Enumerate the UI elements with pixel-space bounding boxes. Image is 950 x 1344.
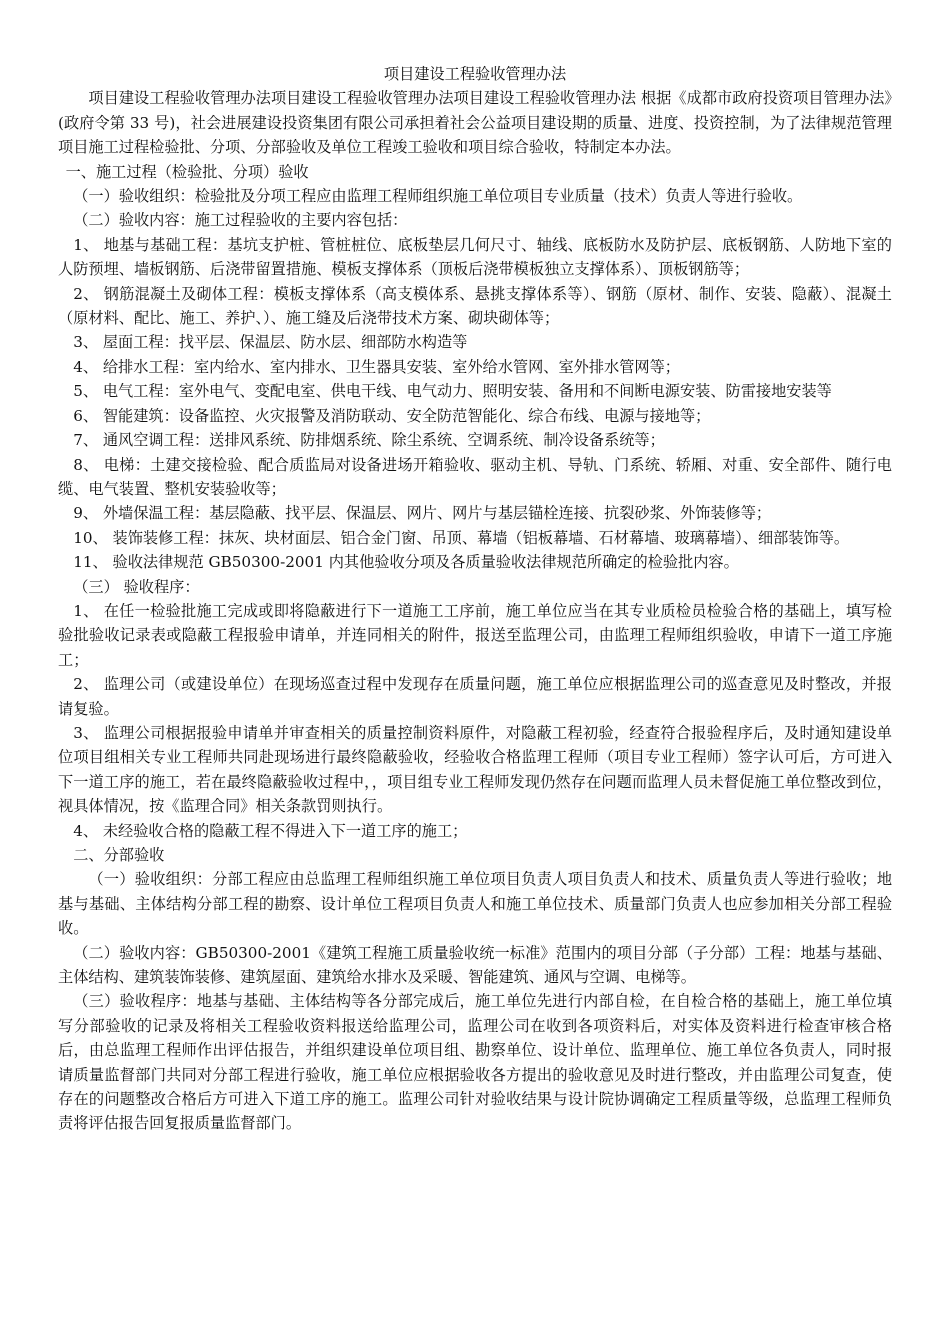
paragraph: （一）验收组织：检验批及分项工程应由监理工程师组织施工单位项目专业质量（技术）负责人等进行验收。 (73, 187, 803, 206)
list-item: 1、 地基与基础工程：基坑支护桩、管桩桩位、底板垫层几何尺寸、轴线、底板防水及防护层、底板钢筋、人防地下室的人防预埋、墙板钢筋、后浇带留置措施、模板支撑体系（顶板后浇带模板独立支撑体系）、顶板钢筋等； (58, 235, 892, 279)
list-item: 4、 未经验收合格的隐蔽工程不得进入下一道工序的施工； (73, 821, 468, 840)
paragraph: （二）验收内容：施工过程验收的主要内容包括： (73, 211, 408, 230)
list-item: 2、 监理公司（或建设单位）在现场巡查过程中发现存在质量问题，施工单位应根据监理公司的巡查意见及时整改，并报请复验。 (58, 675, 892, 718)
list-item: 7、 通风空调工程：送排风系统、防排烟系统、除尘系统、空调系统、制冷设备系统等； (73, 431, 665, 450)
section-heading: 二、分部验收 (73, 846, 165, 864)
list-item: 5、 电气工程：室外电气、变配电室、供电干线、电气动力、照明安装、备用和不间断电源安装、防雷接地安装等 (73, 382, 832, 401)
list-item: 8、 电梯：土建交接检验、配合质监局对设备进场开箱验收、驱动主机、导轨、门系统、轿厢、对重、安全部件、随行电缆、电气装置、整机安装验收等； (58, 455, 892, 498)
list-item: 2、 钢筋混凝土及砌体工程：模板支撑体系（高支模体系、悬挑支撑体系等）、钢筋（原材、制作、安装、隐蔽）、混凝土（原材料、配比、施工、养护、）、施工缝及后浇带技术方案、砌块砌体等； (58, 284, 892, 328)
section-heading: 一、施工过程（检验批、分项）验收 (65, 162, 309, 181)
intro-paragraph: 项目建设工程验收管理办法项目建设工程验收管理办法项目建设工程验收管理办法 根据《成都市政府投资项目管理办法》(政府令第 33 号)，社会进展建设投资集团有限公司承担着社会公益项目建设期的质量、进度、投资控制，为了法律规范管理项目施工过程检验批、分项、分部验收及单位工程竣工验收和项目综合验收，特制定本办法。 (58, 89, 892, 157)
paragraph: （二）验收内容：GB50300-2001《建筑工程施工质量验收统一标准》范围内的项目分部（子分部）工程：地基与基础、主体结构、建筑装饰装修、建筑屋面、建筑给水排水及采暖、智能建筑、通风与空调、电梯等。 (58, 943, 892, 987)
list-item: 10、 装饰装修工程：抹灰、块材面层、铝合金门窗、吊顶、幕墙（铝板幕墙、石材幕墙、玻璃幕墙）、细部装饰等。 (73, 528, 850, 547)
paragraph: （三）验收程序：地基与基础、主体结构等各分部完成后，施工单位先进行内部自检，在自检合格的基础上，施工单位填写分部验收的记录及将相关工程验收资料报送给监理公司，监理公司在收到各项资料后，对实体及资料进行检查审核合格后，由总监理工程师作出评估报告，并组织建设单位项目组、勘察单位、设计单位、监理单位、施工单位各负责人，同时报请质量监督部门共同对分部工程进行验收，施工单位应根据验收各方提出的验收意见及时进行整改，并由监理公司复查，使存在的问题整改合格后方可进入下道工序的施工。监理公司针对验收结果与设计院协调确定工程质量等级，总监理工程师负责将评估报告回复报质量监督部门。 (58, 992, 892, 1133)
list-item: 11、 验收法律规范 GB50300-2001 内其他验收分项及各质量验收法律规范所确定的检验批内容。 (73, 553, 739, 572)
paragraph: （一）验收组织：分部工程应由总监理工程师组织施工单位项目负责人项目负责人和技术、质量负责人等进行验收；地基与基础、主体结构分部工程的勘察、设计单位工程项目负责人和施工单位技术、质量部门负责人也应参加相关分部工程验收。 (58, 870, 892, 938)
paragraph: （三） 验收程序： (73, 577, 200, 596)
list-item: 4、 给排水工程：室内给水、室内排水、卫生器具安装、室外给水管网、室外排水管网等； (73, 357, 680, 376)
list-item: 6、 智能建筑：设备监控、火灾报警及消防联动、安全防范智能化、综合布线、电源与接地等； (73, 406, 711, 425)
list-item: 3、 监理公司根据报验申请单并审查相关的质量控制资料原件，对隐蔽工程初验，经查符合报验程序后，及时通知建设单位项目组相关专业工程师共同赴现场进行最终隐蔽验收，经验收合格监理工程师（项目专业工程师）签字认可后，方可进入下一道工序的施工，若在最终隐蔽验收过程中，，项目组专业工程师发现仍然存在问题而监理人员未督促施工单位整改到位，视具体情况，按《监理合同》相关条款罚则执行。 (58, 723, 892, 816)
list-item: 9、 外墙保温工程：基层隐蔽、找平层、保温层、网片、网片与基层锚栓连接、抗裂砂浆、外饰装修等； (73, 504, 772, 523)
document-title: 项目建设工程验收管理办法 (383, 65, 567, 83)
document-page (58, 62, 892, 1136)
list-item: 3、 屋面工程：找平层、保温层、防水层、细部防水构造等 (73, 333, 468, 352)
list-item: 1、 在任一检验批施工完成或即将隐蔽进行下一道施工工序前，施工单位应当在其专业质检员检验合格的基础上，填写检验批验收记录表或隐蔽工程报验申请单，并连同相关的附件，报送至监理公司，由监理工程师组织验收，申请下一道工序施工； (58, 601, 892, 669)
